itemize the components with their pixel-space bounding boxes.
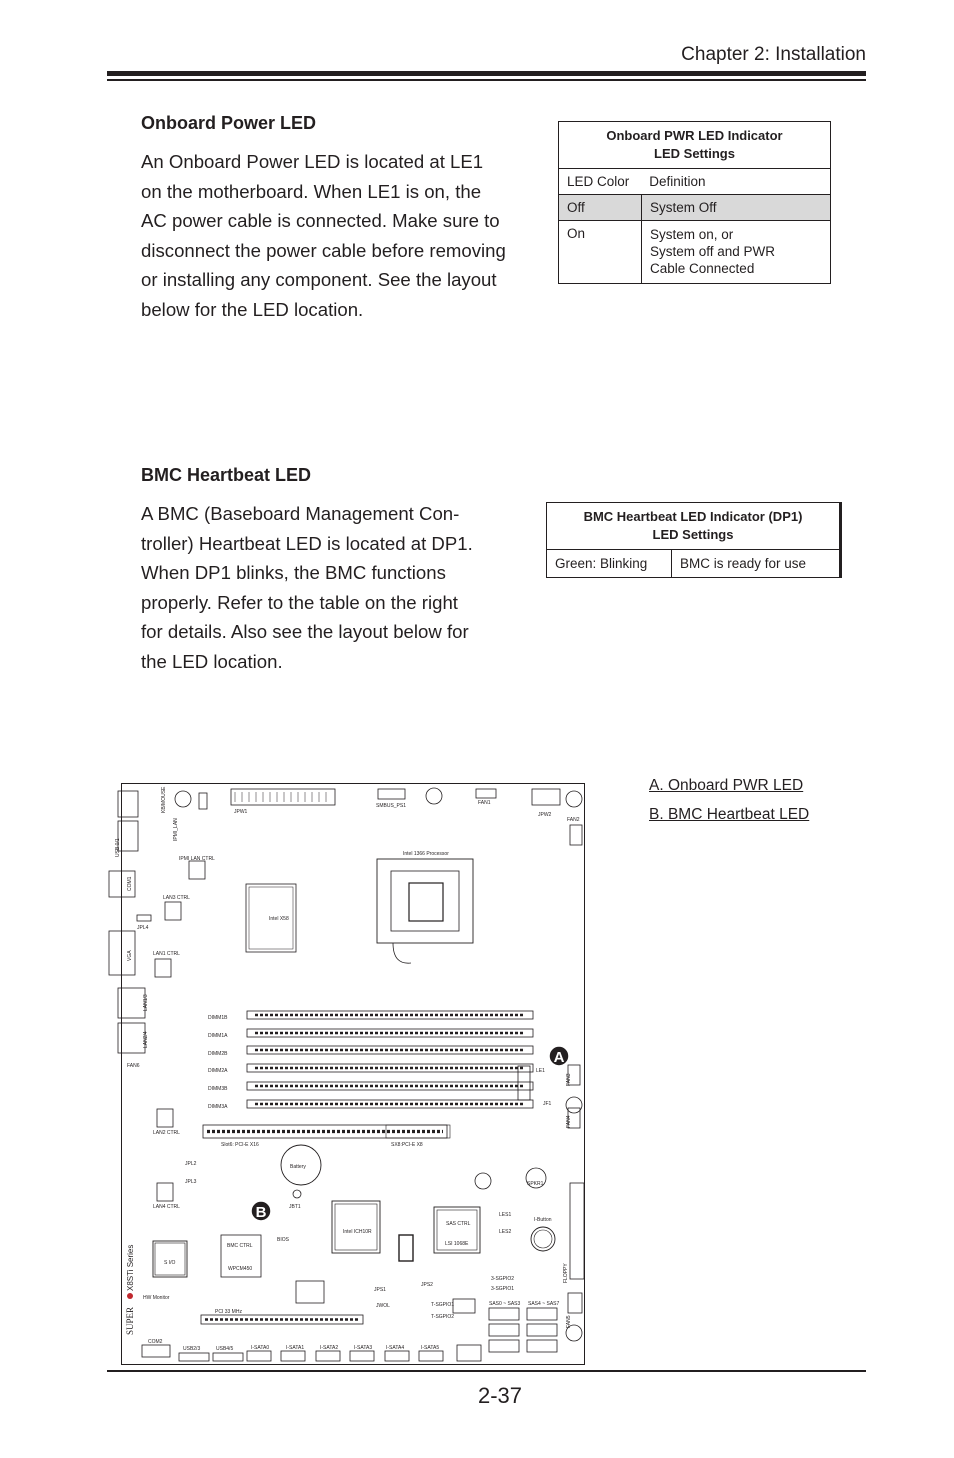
svg-text:DIMM1B: DIMM1B <box>208 1015 228 1021</box>
label-les2: LES2 <box>499 1229 512 1235</box>
label-sas47: SAS4 ~ SAS7 <box>528 1301 560 1307</box>
svg-text:B: B <box>255 1204 267 1221</box>
label-ipmi-lan-ctrl: IPMI LAN CTRL <box>179 856 215 862</box>
label-tsgpio1: T-SGPIO1 <box>431 1302 455 1308</box>
label-sas03: SAS0 ~ SAS3 <box>489 1301 521 1307</box>
label-lan4-ctrl: LAN4 CTRL <box>153 1204 180 1210</box>
motherboard-diagram <box>115 783 585 1365</box>
label-usb23: USB2/3 <box>183 1346 201 1352</box>
label-le1: LE1 <box>536 1068 545 1074</box>
svg-text:I-SATA3: I-SATA3 <box>354 1345 373 1351</box>
table-row: Off System Off <box>559 195 831 221</box>
label-tsgpio2: T-SGPIO2 <box>431 1314 455 1320</box>
svg-text:I-SATA1: I-SATA1 <box>286 1345 305 1351</box>
body-line: disconnect the power cable before removing <box>141 239 506 261</box>
body-line: or installing any component. See the layout <box>141 269 497 291</box>
label-fan1: FAN1 <box>478 800 491 806</box>
table-row: Green: Blinking BMC is ready for use <box>547 550 841 578</box>
label-jf1: JF1 <box>543 1101 552 1107</box>
label-fan5: FAN5 <box>566 1315 572 1328</box>
bmc-led-table-title: BMC Heartbeat LED Indicator (DP1) LED Settings <box>547 503 841 550</box>
table-row: On System on, or System off and PWR Cable Connected <box>559 221 831 284</box>
label-slot5: SX8:PCI-E X8 <box>391 1142 423 1148</box>
body-line: When DP1 blinks, the BMC functions <box>141 562 446 584</box>
label-jpl4: JPL4 <box>137 925 149 931</box>
svg-text:I-SATA2: I-SATA2 <box>320 1345 339 1351</box>
chapter-title: Chapter 2: Installation <box>681 44 866 65</box>
label-ich: Intel ICH10R <box>343 1229 372 1235</box>
label-vga: VGA <box>127 950 133 961</box>
label-lan1-ctrl: LAN1 CTRL <box>153 951 180 957</box>
body-line: for details. Also see the layout below for <box>141 621 469 643</box>
pwr-led-table-header: LED Color Definition <box>559 169 831 195</box>
body-line: A BMC (Baseboard Management Con- <box>141 503 460 524</box>
body-line: below for the LED location. <box>141 298 364 320</box>
label-les1: LES1 <box>499 1212 512 1218</box>
label-jpl2: JPL2 <box>185 1161 197 1167</box>
label-sio: S I/O <box>164 1260 176 1266</box>
marker-a <box>549 1046 569 1066</box>
label-lan13: LAN1/3 <box>143 994 149 1011</box>
section-body-bmc-led <box>141 499 504 677</box>
label-northbridge: Intel X58 <box>269 916 289 922</box>
section-heading-bmc-led: BMC Heartbeat LED <box>141 465 312 485</box>
label-usb01: USB 0/1 <box>115 838 121 857</box>
label-lan2-ctrl: LAN2 CTRL <box>153 1130 180 1136</box>
label-speaker: SPKR1 <box>527 1181 544 1187</box>
label-sas-ctrl: SAS CTRL <box>446 1221 471 1227</box>
svg-text:A: A <box>553 1049 565 1066</box>
label-usb45: USB4/5 <box>216 1346 234 1352</box>
label-jwol: JWOL <box>376 1303 390 1309</box>
footer-rule <box>107 1370 866 1372</box>
label-slot6: Slot6: PCI-E X16 <box>221 1142 259 1148</box>
body-line: troller) Heartbeat LED is located at DP1. <box>141 532 473 554</box>
pwr-led-table-title: Onboard PWR LED Indicator LED Settings <box>559 122 831 169</box>
label-wpcm: WPCM450 <box>228 1266 253 1272</box>
label-lsi: LSI 1068E <box>445 1241 469 1247</box>
svg-text:I-SATA0: I-SATA0 <box>251 1345 270 1351</box>
label-series: X8STi Series <box>126 1244 135 1291</box>
label-com2: COM2 <box>148 1339 163 1345</box>
svg-text:I-SATA5: I-SATA5 <box>421 1345 440 1351</box>
header-rule-thin <box>107 79 866 81</box>
label-jpw2: JPW2 <box>538 812 552 818</box>
label-fan3: FAN3 <box>566 1073 572 1086</box>
label-battery: Battery <box>290 1164 306 1170</box>
label-bios: BIOS <box>277 1237 289 1243</box>
label-sgpio2: 3-SGPIO2 <box>491 1276 515 1282</box>
marker-b <box>251 1201 271 1221</box>
label-bmc-ctrl: BMC CTRL <box>227 1243 253 1249</box>
page-number: 2-37 <box>477 1383 523 1408</box>
label-hw-monitor: HW Monitor <box>143 1295 170 1301</box>
svg-text:DIMM2A: DIMM2A <box>208 1068 228 1074</box>
svg-text:DIMM2B: DIMM2B <box>208 1051 228 1057</box>
svg-text:DIMM1A: DIMM1A <box>208 1033 228 1039</box>
label-super: SUPER <box>125 1306 135 1335</box>
body-line: on the motherboard. When LE1 is on, the <box>141 180 482 202</box>
label-floppy: FLOPPY <box>563 1263 569 1283</box>
label-jpw1: JPW1 <box>234 809 248 815</box>
legend-b: B. BMC Heartbeat LED <box>649 806 810 823</box>
label-smbus: SMBUS_PS1 <box>376 803 407 809</box>
header-rule <box>107 71 866 76</box>
label-cpu: Intel 1366 Processor <box>403 851 449 857</box>
label-jps1: JPS1 <box>374 1287 386 1293</box>
label-lan24: LAN2/4 <box>143 1031 149 1048</box>
svg-text:DIMM3B: DIMM3B <box>208 1086 228 1092</box>
brand-dot <box>127 1293 133 1299</box>
label-lan3-ctrl: LAN3 CTRL <box>163 895 190 901</box>
label-ibutton: I-Button <box>534 1217 552 1223</box>
label-com1: COM1 <box>127 876 133 891</box>
body-line: the LED location. <box>141 650 283 672</box>
body-line: An Onboard Power LED is located at LE1 <box>141 151 484 172</box>
legend-a: A. Onboard PWR LED <box>649 777 804 794</box>
body-line: properly. Refer to the table on the right <box>141 591 458 613</box>
label-kbmouse: KB/MOUSE <box>161 786 167 813</box>
label-sgpio1: 3-SGPIO1 <box>491 1286 515 1292</box>
section-body-power-led <box>141 147 523 325</box>
section-heading-power-led: Onboard Power LED <box>141 113 317 133</box>
body-line: AC power cable is connected. Make sure to <box>141 210 500 232</box>
bmc-led-table <box>546 502 842 578</box>
label-pci: PCI 33 MHz <box>215 1309 242 1315</box>
label-fan4: FAN4 <box>566 1115 572 1128</box>
label-jpl3: JPL3 <box>185 1179 197 1185</box>
pwr-led-table <box>558 121 831 284</box>
svg-text:I-SATA4: I-SATA4 <box>386 1345 405 1351</box>
label-jps2: JPS2 <box>421 1282 433 1288</box>
label-fan2: FAN2 <box>567 817 580 823</box>
label-jbt1: JBT1 <box>289 1204 301 1210</box>
label-ipmi-lan: IPMI_LAN <box>173 818 179 841</box>
svg-text:DIMM3A: DIMM3A <box>208 1104 228 1110</box>
label-fan6: FAN6 <box>127 1063 140 1069</box>
